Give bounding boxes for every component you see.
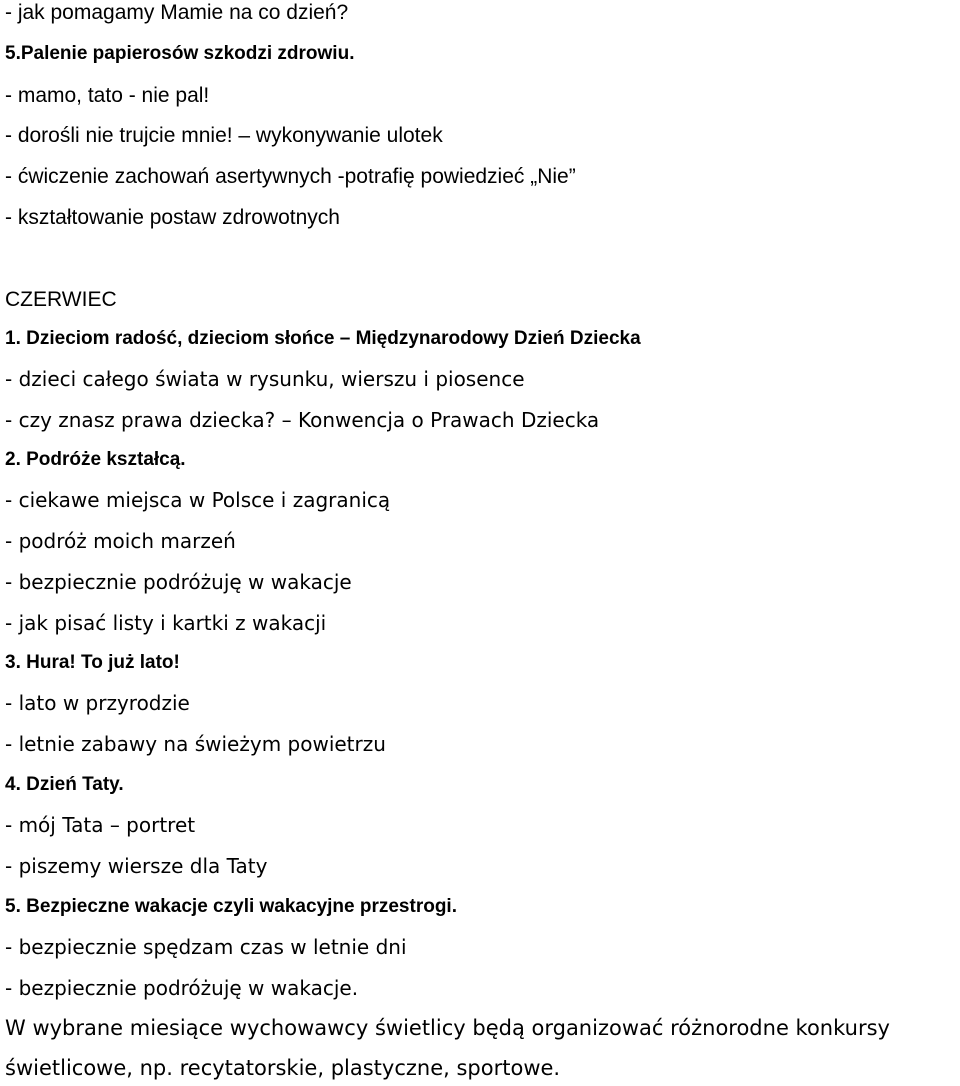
text-line-23: - bezpiecznie spędzam czas w letnie dni xyxy=(5,935,407,959)
text-line-14: - bezpiecznie podróżuję w wakacje xyxy=(5,570,352,594)
section-heading-1-childrens-day: 1. Dzieciom radość, dzieciom słońce – Międzynarodowy Dzień Dziecka xyxy=(5,328,641,349)
text-line-17: - lato w przyrodzie xyxy=(5,691,190,715)
text-line-20: - mój Tata – portret xyxy=(5,813,196,837)
text-line-1: - jak pomagamy Mamie na co dzień? xyxy=(5,1,349,24)
text-line-6: - kształtowanie postaw zdrowotnych xyxy=(5,206,340,229)
text-line-12: - ciekawe miejsca w Polsce i zagranicą xyxy=(5,488,391,512)
text-line-5: - ćwiczenie zachowań asertywnych -potrafię powiedzieć „Nie” xyxy=(5,165,576,188)
section-heading-5-smoking: 5.Palenie papierosów szkodzi zdrowiu. xyxy=(5,43,355,64)
text-line-4: - dorośli nie trujcie mnie! – wykonywanie ulotek xyxy=(5,124,443,147)
text-line-10: - czy znasz prawa dziecka? – Konwencja o Prawach Dziecka xyxy=(5,408,600,432)
month-heading-czerwiec: CZERWIEC xyxy=(5,288,117,311)
text-line-26: świetlicowe, np. recytatorskie, plastyczne, sportowe. xyxy=(5,1056,561,1080)
section-heading-3-summer: 3. Hura! To już lato! xyxy=(5,652,180,673)
section-heading-4-fathers-day: 4. Dzień Taty. xyxy=(5,774,124,795)
text-line-15: - jak pisać listy i kartki z wakacji xyxy=(5,611,327,635)
section-heading-2-travel: 2. Podróże kształcą. xyxy=(5,449,186,470)
section-heading-5-safe-holidays: 5. Bezpieczne wakacje czyli wakacyjne przestrogi. xyxy=(5,896,457,917)
text-line-13: - podróż moich marzeń xyxy=(5,529,236,553)
text-line-3: - mamo, tato - nie pal! xyxy=(5,84,210,107)
text-line-9: - dzieci całego świata w rysunku, wierszu i piosence xyxy=(5,367,525,391)
text-line-25: W wybrane miesiące wychowawcy świetlicy będą organizować różnorodne konkursy xyxy=(5,1016,890,1040)
text-line-24: - bezpiecznie podróżuję w wakacje. xyxy=(5,976,359,1000)
text-line-21: - piszemy wiersze dla Taty xyxy=(5,854,268,878)
text-line-18: - letnie zabawy na świeżym powietrzu xyxy=(5,732,386,756)
